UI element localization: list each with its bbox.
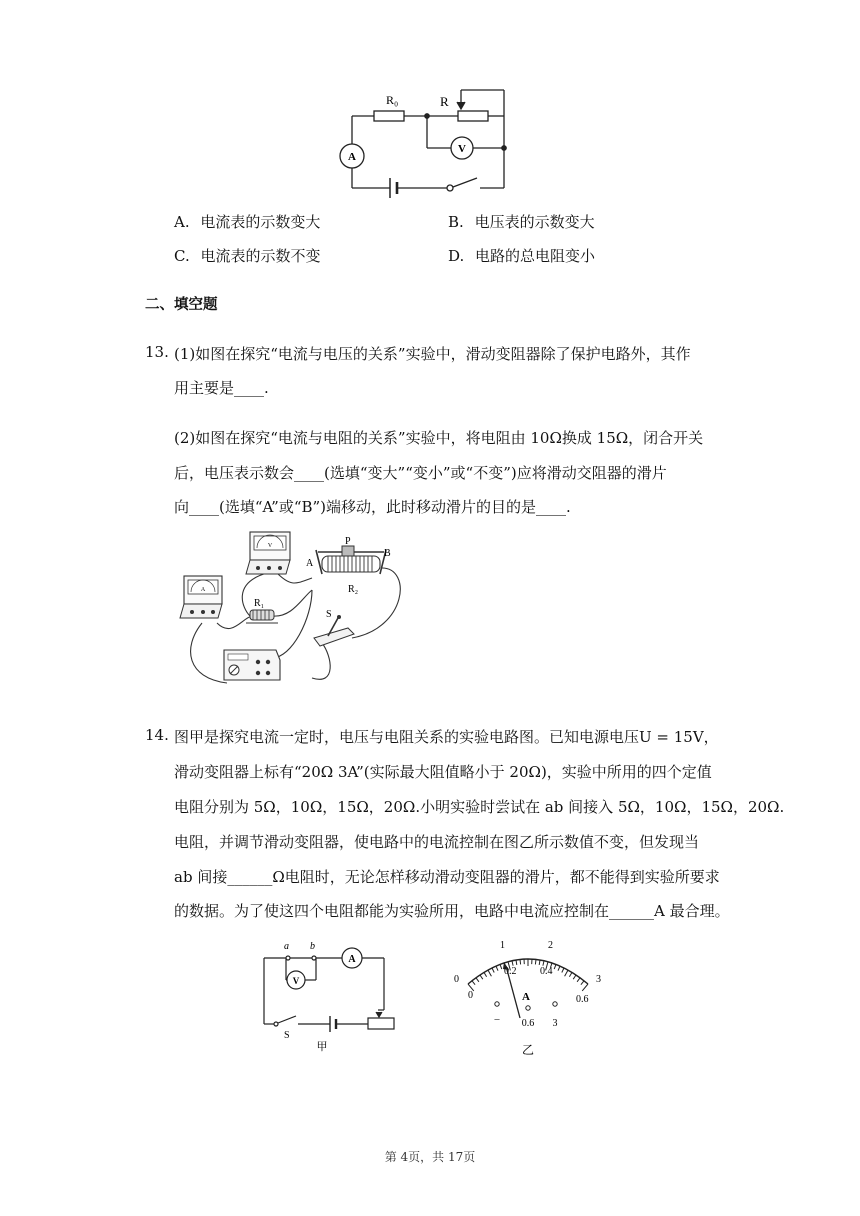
voltmeter-device <box>246 532 290 574</box>
dial-tick <box>484 972 487 976</box>
dial-tick <box>512 961 513 966</box>
circuit-diagram-jia <box>256 938 401 1053</box>
point-b-label: b <box>310 941 315 952</box>
bottom-scale-0: 0 <box>468 990 473 1001</box>
ammeter-device <box>180 576 222 618</box>
terminal-3: 3 <box>552 1018 558 1029</box>
q13-p2-line3: 向____(选填“A”或“B”)端移动，此时移动滑片的目的是____. <box>174 498 571 516</box>
terminal-06: 0.6 <box>521 1018 535 1029</box>
question-number-14: 14. <box>145 726 169 744</box>
svg-text:A: A <box>200 587 206 593</box>
dial-tick <box>558 966 560 971</box>
dial-tick <box>562 968 564 973</box>
terminal-b-label: B <box>384 548 391 559</box>
ammeter-label: A <box>348 954 356 965</box>
r2-label: R₂ <box>348 584 359 595</box>
option-text: 电流表的示数变大 <box>200 213 321 231</box>
switch-s-label: S <box>284 1030 290 1041</box>
dial-tick <box>539 960 540 965</box>
option-key: D. <box>448 247 465 265</box>
q14-line5: ab 间接______Ω电阻时，无论怎样移动滑动变阻器的滑片，都不能得到实验所要求 <box>174 868 720 886</box>
dial-tick <box>476 978 479 982</box>
circuit-diagram-top <box>330 86 530 201</box>
r1-label: R₁ <box>254 598 265 609</box>
q14-line2: 滑动变阻器上标有“20Ω 3A”(实际最大阻值略小于 20Ω)，实验中所用的四个定值 <box>174 763 712 781</box>
q13-apparatus-figure <box>172 528 422 690</box>
top-scale-0: 0 <box>454 974 459 985</box>
slider-p-label: P <box>345 536 351 547</box>
q13-p1-line2: 用主要是____. <box>174 379 269 397</box>
terminal-minus: – <box>494 1014 500 1025</box>
option-key: B. <box>448 213 464 231</box>
switch-s-label: S <box>326 609 332 620</box>
voltmeter-label: V <box>292 976 300 986</box>
option-text: 电压表的示数变大 <box>474 213 595 231</box>
dial-tick <box>480 975 483 979</box>
q14-line1: 图甲是探究电流一定时，电压与电阻关系的实验电路图。已知电源电压U = 15V， <box>174 728 719 746</box>
option-a <box>174 211 320 232</box>
option-key: A. <box>174 213 190 231</box>
bottom-scale-02: 0.2 <box>504 966 517 977</box>
knife-switch <box>314 615 354 646</box>
dial-tick <box>516 960 517 965</box>
q14-line6: 的数据。为了使这四个电阻都能为实验所用，电路中电流应控制在______A 最合理。 <box>174 902 730 920</box>
dial-tick <box>565 970 568 976</box>
ammeter-dial-yi <box>448 936 608 1061</box>
option-key: C. <box>174 247 190 265</box>
dial-tick <box>496 966 498 971</box>
q13-p1-line1: (1)如图在探究“电流与电压的关系”实验中，滑动变阻器除了保护电路外，其作 <box>174 345 691 363</box>
q14-line4: 电阻，并调节滑动变阻器，使电路中的电流控制在图乙所示数值不变，但发现当 <box>174 833 700 851</box>
bottom-scale-04: 0.4 <box>540 966 553 977</box>
section-title: 二、填空题 <box>145 297 218 313</box>
sliding-rheostat <box>316 546 386 574</box>
r0-label: R₀ <box>386 93 399 107</box>
caption-yi: 乙 <box>521 1043 535 1057</box>
dial-tick <box>569 972 572 976</box>
top-scale-2: 2 <box>548 940 553 951</box>
q14-line3: 电阻分别为 5Ω，10Ω，15Ω，20Ω.小明实验时尝试在 ab 间接入 5Ω，10Ω，15Ω，20Ω. <box>174 798 785 816</box>
ammeter-label: A <box>348 151 356 163</box>
top-scale-1: 1 <box>500 940 505 951</box>
q13-p2-line1: (2)如图在探究“电流与电阻的关系”实验中，将电阻由 10Ω换成 15Ω，闭合开关 <box>174 429 704 447</box>
q13-p2-line2: 后，电压表示数会____(选填“变大”“变小”或“不变”)应将滑动交阻器的滑片 <box>174 464 667 482</box>
dial-tick <box>581 981 584 985</box>
option-d <box>448 245 595 266</box>
option-text: 电流表的示数不变 <box>200 247 321 265</box>
bottom-scale-06: 0.6 <box>576 994 589 1005</box>
dial-tick <box>577 978 580 982</box>
dial-tick <box>492 968 494 973</box>
option-b <box>448 211 595 232</box>
dial-tick <box>472 981 475 985</box>
r-label: R <box>440 94 449 109</box>
dial-tick <box>582 984 588 991</box>
caption-jia: 甲 <box>316 1041 328 1053</box>
svg-text:V: V <box>267 543 273 549</box>
page-footer: 第 4页，共 17页 <box>384 1150 476 1164</box>
question-number-13: 13. <box>145 343 169 361</box>
dial-tick <box>573 975 576 979</box>
dial-tick <box>500 964 502 969</box>
dial-tick <box>543 961 544 966</box>
dial-tick <box>554 964 556 969</box>
top-scale-3: 3 <box>596 974 601 985</box>
dial-tick <box>488 970 491 976</box>
option-text: 电路的总电阻变小 <box>475 247 596 265</box>
power-supply <box>224 650 280 680</box>
voltmeter-label: V <box>458 143 466 155</box>
terminal-a-label: A <box>306 558 314 569</box>
resistor-r1 <box>246 610 278 623</box>
point-a-label: a <box>284 941 289 952</box>
unit-label: A <box>522 991 530 1003</box>
option-c <box>174 245 321 266</box>
